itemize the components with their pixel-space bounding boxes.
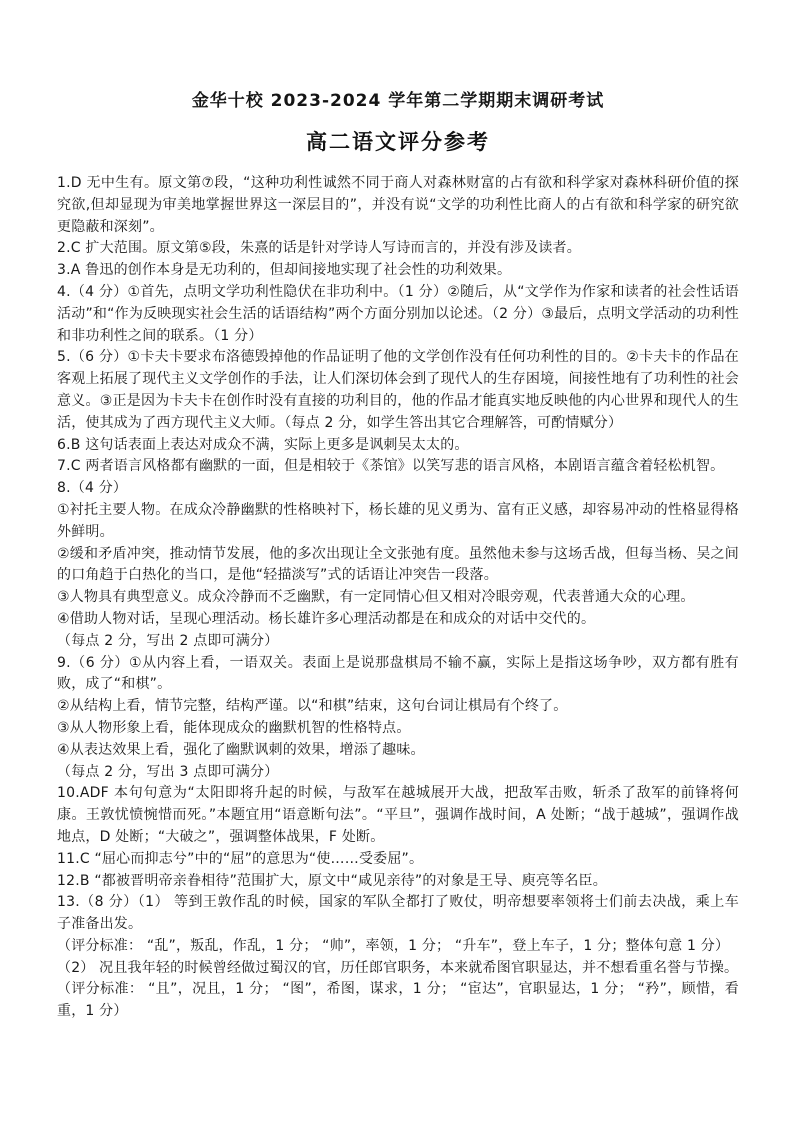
answer-q4: 4.（4 分）①首先，点明文学功利性隐伏在非功利中。（1 分）②随后，从“文学作为作家和读者的社会性话语活动”和“作为反映现实社会生活的话语结构”两个方面分别加以论述。（2 分）③最后，点明文学活动的功利性和非功利性之间的联系。（1 分） bbox=[57, 283, 739, 344]
answer-q8-point3: ③人物具有典型意义。成众冷静而不乏幽默，有一定同情心但又相对冷眼旁观，代表普通大众的心理。 bbox=[57, 589, 695, 606]
answer-q2: 2.C 扩大范围。原文第⑤段，朱熹的话是针对学诗人写诗而言的，并没有涉及读者。 bbox=[57, 240, 581, 257]
answer-q8-note: （每点 2 分，写出 2 点即可满分） bbox=[57, 632, 279, 649]
answer-q8-point2: ②缓和矛盾冲突，推动情节发展，他的多次出现让全文张弛有度。虽然他未参与这场舌战，但每当杨、吴之间的口角趋于白热化的当口，是他“轻描淡写”式的话语让冲突告一段落。 bbox=[57, 545, 739, 584]
answer-q10: 10.ADF 本句句意为“太阳即将升起的时候，与敌军在越城展开大战，把敌军击败，斩杀了敌军的前锋将何康。王敦忧愤惋惜而死。”本题宜用“语意断句法”。“平旦”，强调作战时间，A 处断；“战于越城”，强调作战地点，D 处断；“大破之”，强调整体战果，F 处断。 bbox=[57, 785, 739, 845]
answer-q8-header: 8.（4 分） bbox=[57, 480, 128, 497]
answer-q6: 6.B 这句话表面上表达对成众不满，实际上更多是讽刺吴太太的。 bbox=[57, 436, 469, 453]
answer-q9-point2: ②从结构上看，情节完整，结构严谨。以“和棋”结束，这句台词让棋局有个终了。 bbox=[57, 698, 568, 715]
exam-subtitle: 高二语文评分参考 bbox=[306, 130, 490, 154]
exam-title: 金华十校 2023-2024 学年第二学期期末调研考试 bbox=[191, 91, 605, 111]
answer-q9-point3: ③从人物形象上看，能体现成众的幽默机智的性格特点。 bbox=[57, 719, 411, 736]
answer-q1: 1.D 无中生有。原文第⑦段，“这种功利性诚然不同于商人对森林财富的占有欲和科学家对森林科研价值的探究欲,但却显现为审美地掌握世界这一深层目的”，并没有说“文学的功利性比商人的占有欲和科学家的研究欲更隐蔽和深刻”。 bbox=[57, 175, 739, 235]
answer-q12: 12.B “都被晋明帝亲眷相待”范围扩大，原文中“咸见亲待”的对象是王导、庾亮等名臣。 bbox=[57, 872, 607, 889]
answer-q13-part2-criteria: （评分标准： “且”，况且，1 分； “图”，希图，谋求，1 分； “宦达”，官职显达，1 分； “矜”，顾惜，看重，1 分） bbox=[57, 981, 739, 1020]
answer-key-body bbox=[57, 173, 739, 1023]
answer-q11: 11.C “屈心而抑志兮”中的“屈”的意思为“使……受委屈”。 bbox=[57, 850, 424, 867]
answer-q13-part1-criteria: （评分标准： “乱”，叛乱，作乱，1 分； “帅”，率领，1 分； “升车”，登上车子，1 分；整体句意 1 分） bbox=[57, 937, 730, 954]
answer-q8-point4: ④借助人物对话，呈现心理活动。杨长雄许多心理活动都是在和成众的对话中交代的。 bbox=[57, 610, 596, 627]
answer-q9-point4: ④从表达效果上看，强化了幽默讽刺的效果，增添了趣味。 bbox=[57, 741, 425, 758]
answer-q5: 5.（6 分）①卡夫卡要求布洛德毁掉他的作品证明了他的文学创作没有任何功利性的目的。②卡夫卡的作品在客观上拓展了现代主义文学创作的手法，让人们深切体会到了现代人的生存困境，间接性地有了功利性的社会意义。③正是因为卡夫卡在创作时没有直接的功利目的，他的作品才能真实地反映他的内心世界和现代人的生活，使其成为了西方现代主义大师。（每点 2 分，如学生答出其它合理解答，可酌情赋分） bbox=[57, 349, 739, 431]
answer-q8-point1: ①衬托主要人物。在成众冷静幽默的性格映衬下，杨长雄的见义勇为、富有正义感，却容易冲动的性格显得格外鲜明。 bbox=[57, 501, 739, 540]
answer-q13-part2: （2） 况且我年轻的时候曾经做过蜀汉的官，历任郎官职务，本来就希图官职显达，并不想看重名誉与节操。 bbox=[57, 959, 739, 976]
answer-q3: 3.A 鲁迅的创作本身是无功利的，但却间接地实现了社会性的功利效果。 bbox=[57, 262, 512, 279]
answer-q9-note: （每点 2 分，写出 3 点即可满分） bbox=[57, 763, 279, 780]
answer-q7: 7.C 两者语言风格都有幽默的一面，但是相较于《茶馆》以笑写悲的语言风格，本剧语言蕴含着轻松机智。 bbox=[57, 458, 725, 475]
answer-q13-part1: 13.（8 分）（1） 等到王敦作乱的时候，国家的军队全都打了败仗，明帝想要率领将士们前去决战，乘上车子准备出发。 bbox=[57, 894, 739, 933]
answer-q9-point1: 9.（6 分）①从内容上看，一语双关。表面上是说那盘棋局不输不赢，实际上是指这场争吵，双方都有胜有败，成了“和棋”。 bbox=[57, 654, 739, 693]
